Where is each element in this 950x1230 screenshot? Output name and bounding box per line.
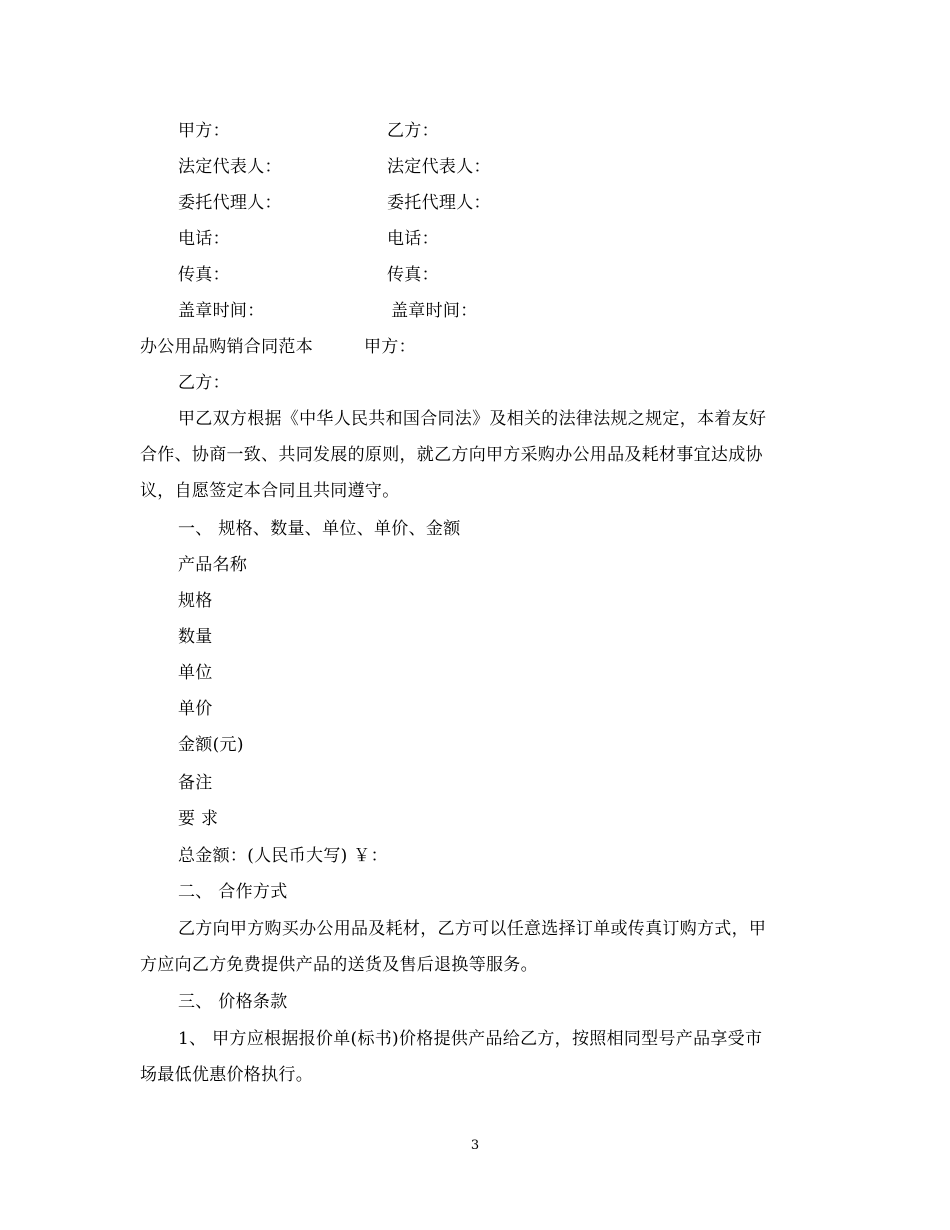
clause1-line-2: 场最低优惠价格执行。 <box>140 1065 313 1085</box>
section2-line-1: 乙方向甲方购买办公用品及耗材，乙方可以任意选择订单或传真订购方式，甲 <box>178 919 767 939</box>
agent-b: 委托代理人： <box>387 193 491 213</box>
party-a-label: 甲方： <box>178 121 230 141</box>
field-unit: 单位 <box>178 663 213 683</box>
field-requirement: 要 求 <box>178 809 219 829</box>
contract-party-b: 乙方： <box>178 373 230 393</box>
field-spec: 规格 <box>178 591 213 611</box>
agent-a: 委托代理人： <box>178 193 282 213</box>
phone-b: 电话： <box>387 229 439 249</box>
field-amount: 金额(元) <box>178 735 244 755</box>
total-amount: 总金额：(人民币大写) ￥： <box>178 846 388 866</box>
page-number: 3 <box>470 1138 480 1153</box>
party-b-label: 乙方： <box>387 121 439 141</box>
seal-time-a: 盖章时间： <box>178 301 265 321</box>
section1-title: 一、 规格、数量、单位、单价、金额 <box>178 519 461 539</box>
phone-a: 电话： <box>178 229 230 249</box>
field-product-name: 产品名称 <box>178 555 248 575</box>
section2-title: 二、 合作方式 <box>178 882 288 902</box>
fax-a: 传真： <box>178 265 230 285</box>
legal-rep-b: 法定代表人： <box>387 157 491 177</box>
section3-title: 三、 价格条款 <box>178 992 288 1012</box>
field-remark: 备注 <box>178 773 213 793</box>
intro-line-2: 合作、协商一致、共同发展的原则，就乙方向甲方采购办公用品及耗材事宜达成协 <box>140 445 763 465</box>
seal-time-b: 盖章时间： <box>391 301 478 321</box>
clause1-line-1: 1、 甲方应根据报价单(标书)价格提供产品给乙方，按照相同型号产品享受市 <box>178 1029 763 1049</box>
field-unit-price: 单价 <box>178 699 213 719</box>
intro-line-1: 甲乙双方根据《中华人民共和国合同法》及相关的法律法规之规定，本着友好 <box>178 409 767 429</box>
intro-line-3: 议，自愿签定本合同且共同遵守。 <box>140 481 400 501</box>
legal-rep-a: 法定代表人： <box>178 157 282 177</box>
contract-title: 办公用品购销合同范本 <box>140 337 313 357</box>
section2-line-2: 方应向乙方免费提供产品的送货及售后退换等服务。 <box>140 955 538 975</box>
contract-party-a: 甲方： <box>364 337 416 357</box>
field-quantity: 数量 <box>178 627 213 647</box>
fax-b: 传真： <box>387 265 439 285</box>
